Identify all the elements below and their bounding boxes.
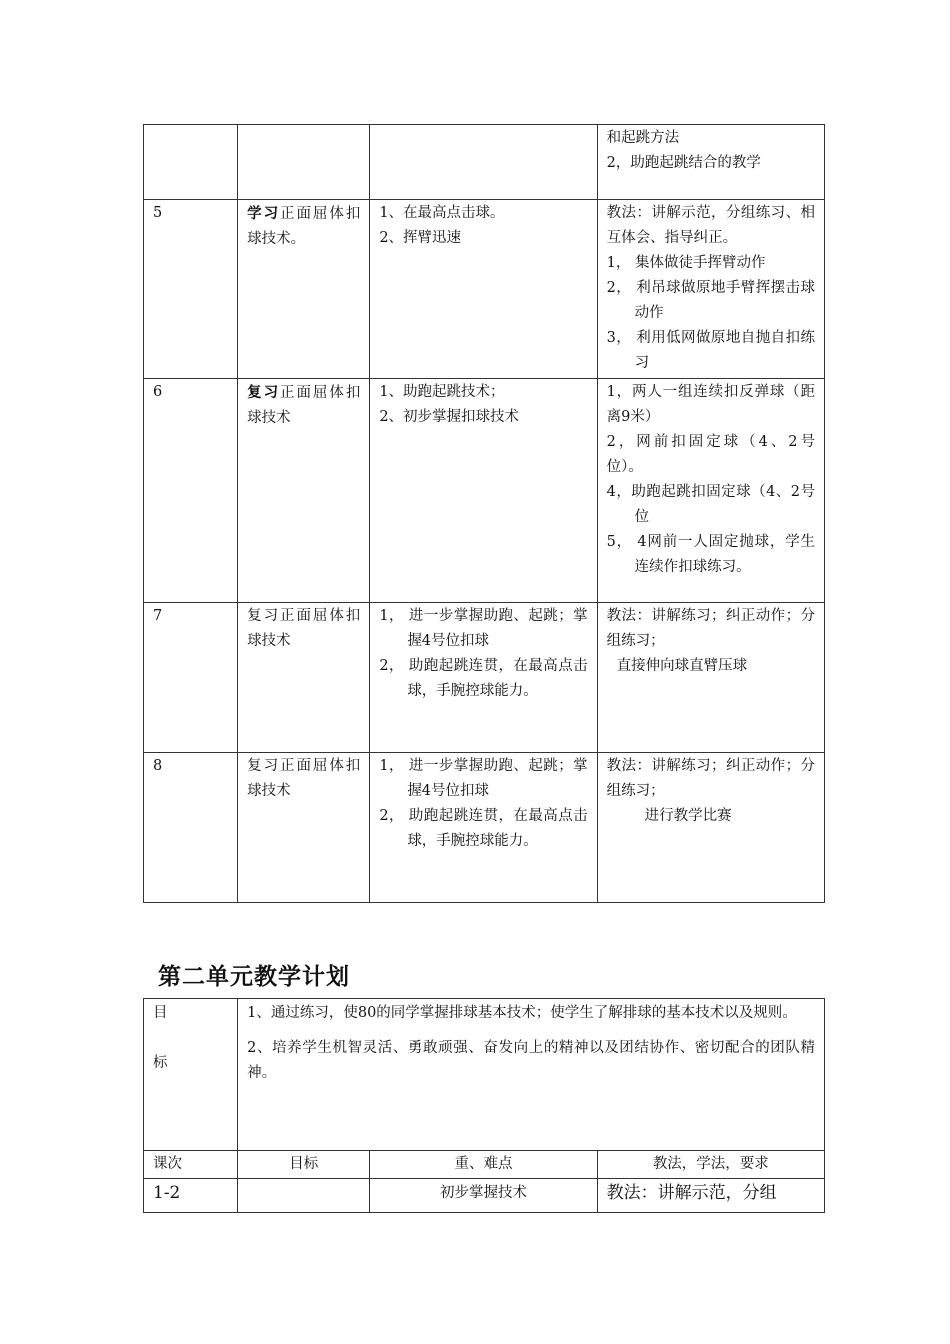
table-row (144, 1179, 825, 1213)
key-points-cell (370, 753, 597, 903)
goal-keyword: 学习 (247, 205, 281, 222)
lesson-goal-cell (238, 379, 370, 603)
lesson-goal-cell (238, 125, 370, 200)
goal-text: 正面屈体扣球技术。 (247, 206, 361, 247)
method-line: 1， 集体做徒手挥臂动作 (606, 255, 766, 271)
lesson-number-cell: 7 (144, 603, 238, 753)
method-line: 3， 利用低网做原地自抛自扣练习 (606, 330, 815, 371)
goal-paragraph: 1、通过练习，使80的同学掌握排球基本技术；使学生了解排球的基本技术以及规则。 (247, 1005, 797, 1021)
table-header-row (144, 1151, 825, 1179)
section-title: 第二单元教学计划 (158, 964, 350, 990)
goal-text: 复习正面屈体扣球技术 (247, 608, 361, 649)
key-point-line: 2、挥臂迅速 (379, 230, 462, 246)
column-header: 目标 (238, 1151, 370, 1179)
method-line: 直接伸向球直臂压球 (616, 658, 748, 674)
key-point-line: 1、助跑起跳技术； (379, 384, 505, 400)
method-line: 1，两人一组连续扣反弹球（距离9米） (606, 384, 815, 425)
methods-cell (597, 603, 824, 753)
lesson-goal-cell (238, 603, 370, 753)
key-points-cell (370, 603, 597, 753)
key-point-line: 2， 助跑起跳连贯，在最高点击球，手腕控球能力。 (379, 808, 588, 849)
method-line: 2，助跑起跳结合的教学 (606, 155, 761, 171)
method-line: 教法：讲解练习；纠正动作；分组练习； (606, 608, 815, 649)
key-point-line: 2， 助跑起跳连贯，在最高点击球，手腕控球能力。 (379, 658, 588, 699)
column-header: 重、难点 (370, 1151, 597, 1179)
lesson-number-cell: 1-2 (144, 1179, 238, 1213)
method-line: 5， 4网前一人固定抛球，学生连续作扣球练习。 (606, 534, 815, 575)
key-point-line: 1、在最高点击球。 (379, 205, 505, 221)
method-line: 2， 利吊球做原地手臂挥摆击球动作 (606, 280, 815, 321)
goal-keyword: 复习 (247, 384, 281, 401)
method-line: 和起跳方法 (606, 130, 680, 146)
lesson-number-cell: 8 (144, 753, 238, 903)
key-point-line: 2、初步掌握扣球技术 (379, 409, 520, 425)
methods-cell (597, 125, 824, 200)
key-points-cell (370, 200, 597, 379)
goal-text-cell (238, 999, 825, 1151)
lesson-plan-table-1 (143, 124, 825, 903)
lesson-number-cell: 6 (144, 379, 238, 603)
methods-cell (597, 753, 824, 903)
lesson-goal-cell (238, 200, 370, 379)
goal-label: 目 (153, 1005, 168, 1021)
goal-label-cell (144, 999, 238, 1151)
key-points-cell: 初步掌握技术 (370, 1179, 597, 1213)
key-point-line: 1， 进一步掌握助跑、起跳；掌握4号位扣球 (379, 758, 588, 799)
method-line: 进行教学比赛 (644, 808, 732, 824)
method-line: 教法：讲解练习；纠正动作；分组练习； (606, 758, 815, 799)
method-line: 4，助跑起跳扣固定球（4、2号位 (606, 484, 815, 525)
goal-row (144, 999, 825, 1151)
goal-paragraph: 2、培养学生机智灵活、勇敢顽强、奋发向上的精神以及团结协作、密切配合的团队精神。 (247, 1040, 815, 1081)
methods-cell (597, 200, 824, 379)
key-points-cell (370, 125, 597, 200)
key-point-line: 1， 进一步掌握助跑、起跳；掌握4号位扣球 (379, 608, 588, 649)
column-header: 课次 (144, 1151, 238, 1179)
table-row (144, 200, 825, 379)
lesson-plan-table-2 (143, 998, 825, 1213)
key-points-cell (370, 379, 597, 603)
table-row (144, 125, 825, 200)
goal-label: 标 (153, 1055, 168, 1071)
column-header: 教法，学法，要求 (597, 1151, 824, 1179)
table-row (144, 753, 825, 903)
goal-text: 复习正面屈体扣球技术 (247, 758, 361, 799)
method-line: 2，网前扣固定球（4、2号位）。 (606, 434, 815, 475)
goal-text: 正面屈体扣球技术 (247, 385, 361, 426)
lesson-goal-cell (238, 1179, 370, 1213)
methods-cell (597, 379, 824, 603)
lesson-number-cell (144, 125, 238, 200)
method-line: 教法：讲解示范，分组练习、相互体会、指导纠正。 (606, 205, 815, 246)
table-row (144, 379, 825, 603)
lesson-goal-cell (238, 753, 370, 903)
table-row (144, 603, 825, 753)
lesson-number-cell: 5 (144, 200, 238, 379)
methods-cell: 教法：讲解示范，分组 (597, 1179, 824, 1213)
